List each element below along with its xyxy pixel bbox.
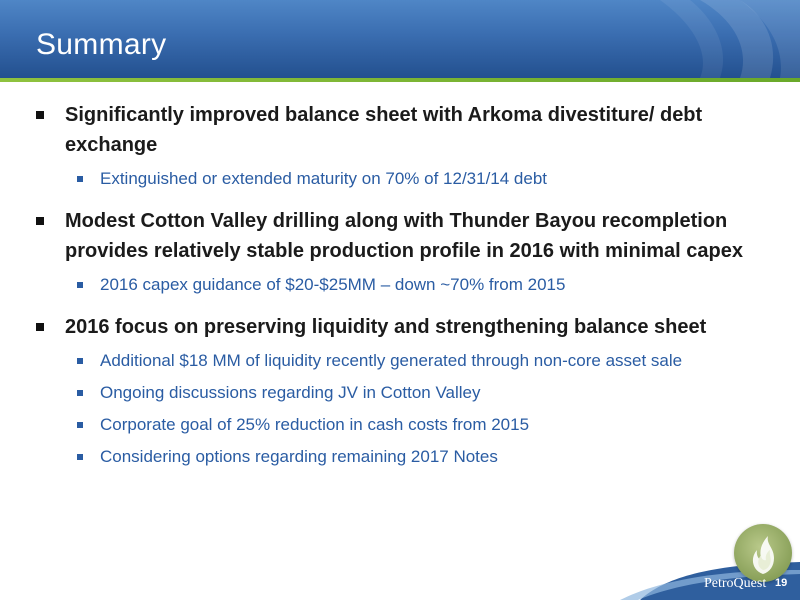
company-name: PetroQuest: [704, 576, 767, 591]
sub-bullet-item: [100, 412, 780, 438]
square-bullet-icon: [77, 282, 83, 288]
slide-title: Summary: [36, 28, 167, 61]
header-divider: [0, 78, 800, 82]
square-bullet-icon: [77, 176, 83, 182]
sub-bullet-item: [100, 348, 780, 374]
page-number: 19: [775, 577, 788, 589]
sub-bullet-text: Ongoing discussions regarding JV in Cotton Valley: [100, 383, 481, 402]
sub-bullet-text: Corporate goal of 25% reduction in cash costs from 2015: [100, 415, 530, 434]
bullet-item: [65, 100, 774, 160]
bullet-text: Significantly improved balance sheet with Arkoma divestiture/ debt exchange: [65, 104, 703, 156]
square-bullet-icon: [77, 454, 83, 460]
sub-bullet-text: Considering options regarding remaining 2017 Notes: [100, 447, 498, 466]
sub-bullet-text: 2016 capex guidance of $20-$25MM – down ~70% from 2015: [100, 275, 566, 294]
sub-bullet-text: Additional $18 MM of liquidity recently generated through non-core asset sale: [100, 351, 683, 370]
square-bullet-icon: [77, 422, 83, 428]
sub-bullet-item: [100, 166, 780, 192]
sub-bullet-item: [100, 272, 780, 298]
square-bullet-icon: [36, 323, 44, 331]
square-bullet-icon: [77, 390, 83, 396]
sub-bullet-item: [100, 380, 780, 406]
bullet-item: [65, 312, 774, 342]
sub-bullet-text: Extinguished or extended maturity on 70% of 12/31/14 debt: [100, 169, 548, 188]
flame-logo-icon: [744, 530, 782, 576]
slide-header: [0, 0, 800, 78]
header-swoosh-decoration: [640, 0, 800, 78]
slide-content: [0, 100, 800, 470]
bullet-text: Modest Cotton Valley drilling along with Thunder Bayou recompletion provides relatively stable production profile in 2016 with minimal capex: [65, 210, 743, 262]
company-logo: [734, 524, 792, 582]
sub-bullet-item: [100, 444, 780, 470]
square-bullet-icon: [77, 358, 83, 364]
square-bullet-icon: [36, 111, 44, 119]
bullet-text: 2016 focus on preserving liquidity and strengthening balance sheet: [65, 316, 707, 338]
square-bullet-icon: [36, 217, 44, 225]
bullet-item: [65, 206, 774, 266]
